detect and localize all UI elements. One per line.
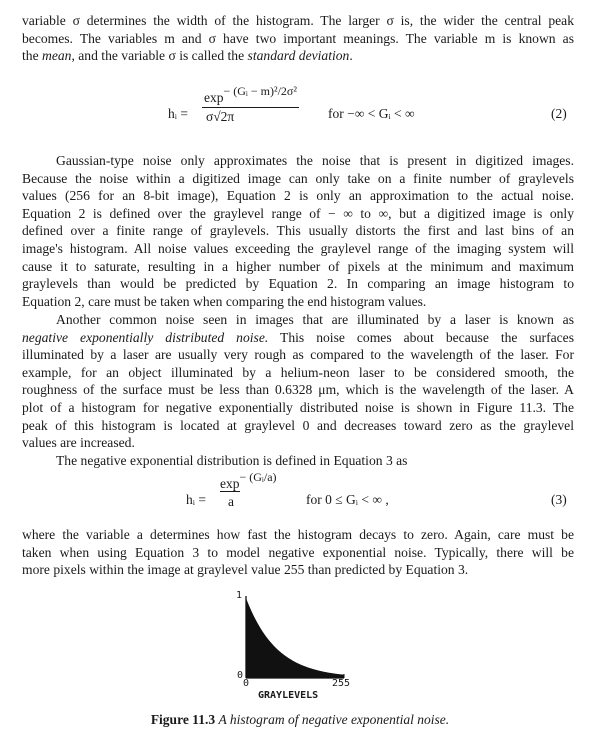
text-line: graylevels than would be predicted by Equation 2. In comparing an image histogram to: [22, 276, 574, 292]
equation-number: (3): [551, 492, 567, 507]
numerator-base: exp: [220, 476, 240, 491]
equation-lhs: hᵢ =: [168, 106, 188, 121]
equation-domain: for −∞ < Gᵢ < ∞: [328, 106, 415, 121]
text-line: the mean, and the variable σ is called the standard deviation.: [22, 48, 353, 64]
text-line: roughness of the surface must be less than 0.6328 μm, which is the wavelength of the laser. A: [22, 382, 574, 398]
caption-label: Figure 11.3: [150, 712, 216, 727]
equation-fraction: [218, 470, 279, 510]
paragraph-exp-intro: [22, 452, 574, 470]
text-line: where the variable a determines how fast the histogram decays to zero. Again, care must be: [22, 527, 574, 542]
text-line: Equation 2 is defined over the graylevel range of − ∞ to ∞, but a digitized image is only: [22, 205, 574, 221]
text-line: becomes. The variables m and σ have two important meanings. The variable m is known as: [22, 30, 574, 46]
histogram-area: [246, 598, 344, 678]
figure-exponential-histogram: [228, 592, 388, 704]
text-line: values are increased.: [22, 435, 135, 451]
x-max-label: 255: [332, 678, 351, 689]
equation-domain: for 0 ≤ Gᵢ < ∞ ,: [306, 492, 389, 507]
numerator-exponent: − (Gᵢ/a): [239, 470, 277, 484]
paragraph-decay: [22, 526, 574, 579]
equation-denominator: a: [228, 494, 234, 509]
x-axis-title: GRAYLEVELS: [258, 690, 319, 701]
text-line: Equation 2, care must be taken when comparing the end histogram values.: [22, 293, 427, 309]
equation-lhs: hᵢ =: [186, 492, 206, 507]
equation-fraction: [202, 84, 299, 125]
y-max-label: 1: [236, 590, 243, 601]
equation-numerator: [218, 470, 279, 493]
text-line: taken when using Equation 3 to model negative exponential noise. Typically, there will be: [22, 544, 574, 560]
x-min-label: 0: [243, 678, 250, 689]
paragraph-laser-noise: [22, 311, 574, 452]
text-line: peak of this histogram is located at graylevel 0 and decreases toward zero as the graylevel: [22, 417, 574, 433]
numerator-exponent: − (Gᵢ − m)²/2σ²: [223, 84, 297, 98]
text-line: image's histogram. All noise values exceeding the graylevel range of the imaging system will: [22, 240, 574, 256]
text-line: plot of a histogram for negative exponentially distributed noise is shown in Figure 11.3. The: [22, 399, 574, 415]
equation-number: (2): [551, 106, 567, 121]
text-line: negative exponentially distributed noise. This noise comes about because the surfaces: [22, 329, 574, 345]
text-line: example, for an object illuminated by a helium-neon laser to be considered smooth, the: [22, 364, 574, 380]
paragraph-gaussian-noise: [22, 152, 574, 310]
text-line: Because the noise within a digitized image can only take on a finite number of graylevels: [22, 170, 574, 186]
caption-text: A histogram of negative exponential noise.: [218, 712, 450, 727]
y-min-label: 0: [237, 670, 244, 681]
text-line: Another common noise seen in images that are illuminated by a laser is known as: [56, 312, 574, 327]
text-line: cause it to saturate, resulting in a higher number of pixels at the minimum and maximum: [22, 258, 574, 274]
text-line: more pixels within the image at graylevel value 255 than predicted by Equation 3.: [22, 562, 469, 578]
equation-2: [0, 84, 600, 134]
histogram-plot: [228, 592, 388, 704]
equation-denominator: σ√2π: [206, 109, 235, 124]
text-line: The negative exponential distribution is defined in Equation 3 as: [56, 453, 408, 468]
text-line: Gaussian-type noise only approximates the noise that is present in digitized images.: [56, 153, 574, 168]
equation-numerator: [202, 84, 299, 108]
text-line: illuminated by a laser are usually very rough as compared to the wavelength of the laser. For: [22, 347, 574, 363]
text-line: defined over a finite range of graylevels. This usually distorts the first and last bins of an: [22, 223, 574, 239]
equation-3: [0, 470, 600, 520]
numerator-base: exp: [204, 90, 224, 105]
paragraph-sigma-width: [22, 12, 574, 65]
text-line: values (256 for an 8-bit image), Equation 2 is only an approximation to the actual noise.: [22, 188, 574, 204]
figure-caption: [0, 712, 600, 728]
text-line: variable σ determines the width of the histogram. The larger σ is, the wider the central peak: [22, 13, 574, 28]
